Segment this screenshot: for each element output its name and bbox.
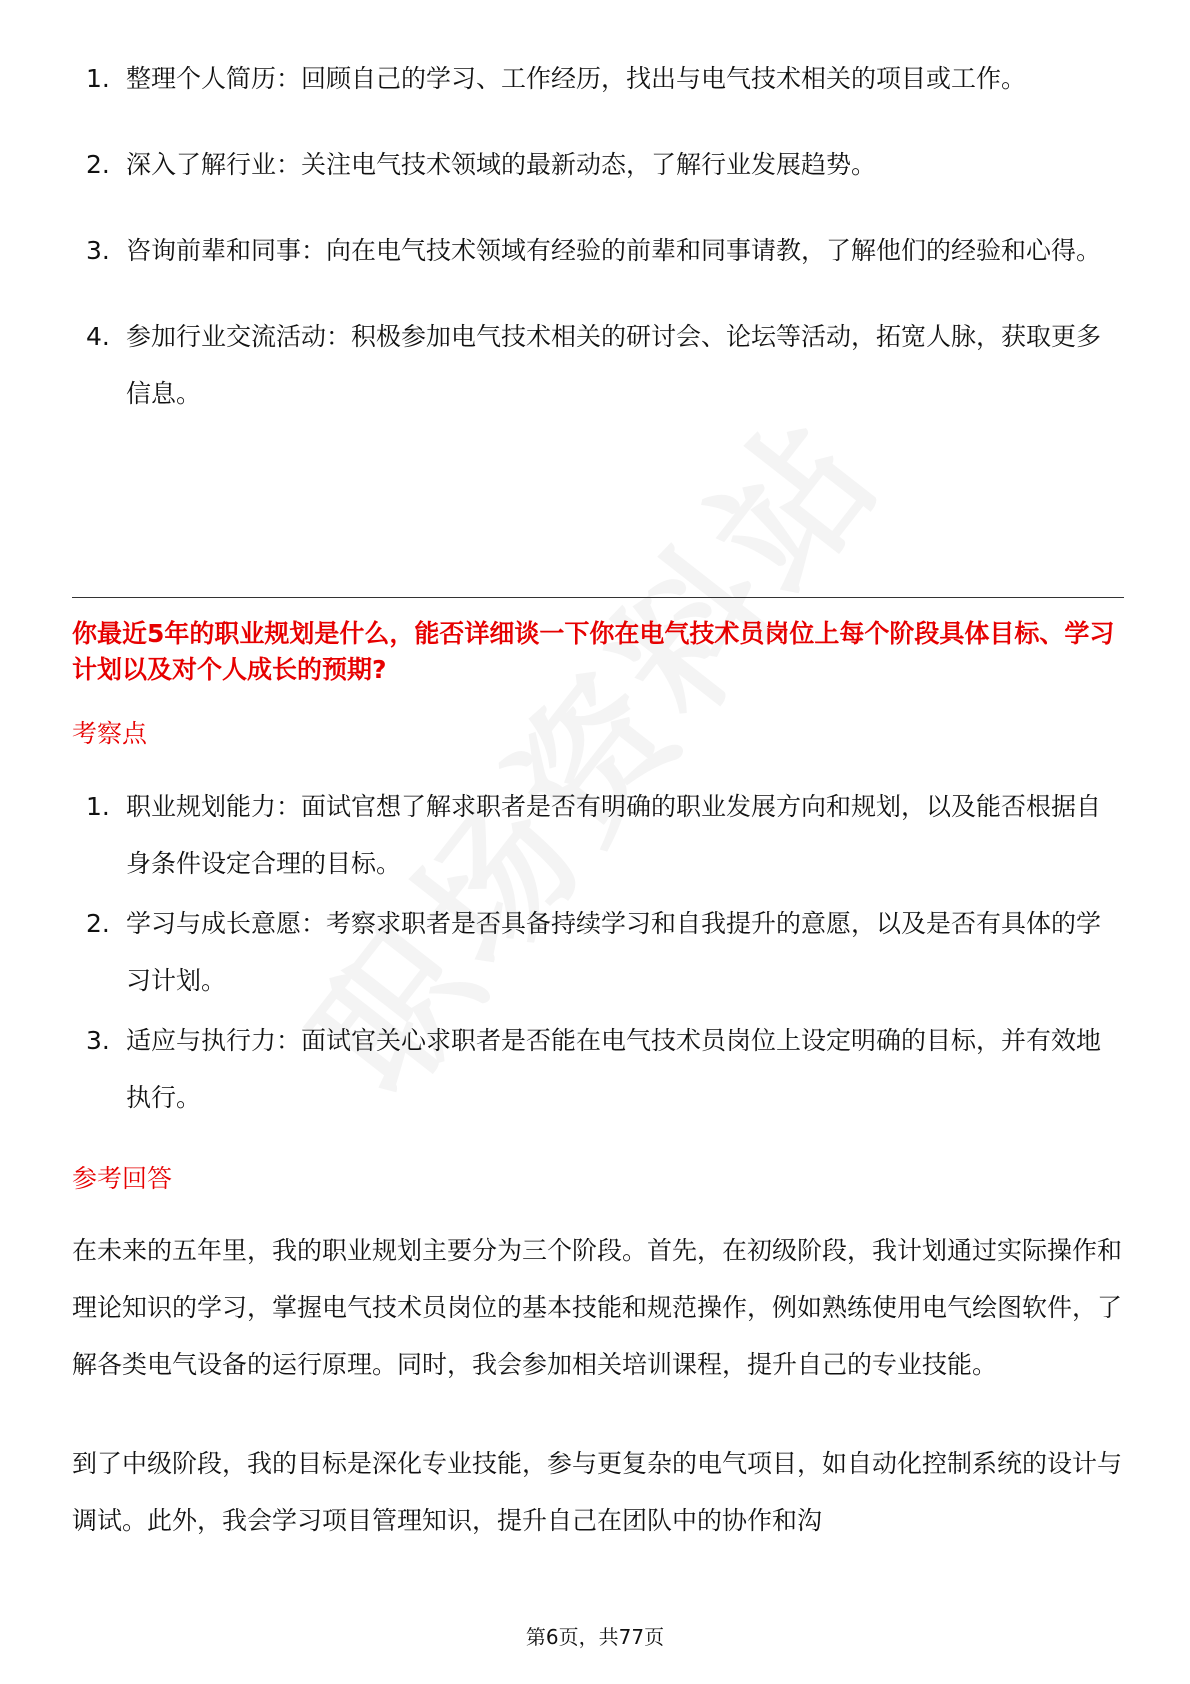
item-text: 整理个人简历：回顾自己的学习、工作经历，找出与电气技术相关的项目或工作。 <box>126 64 1027 93</box>
list-item <box>72 136 1122 193</box>
examine-heading: 考察点 <box>72 719 148 748</box>
item-text: 咨询前辈和同事：向在电气技术领域有经验的前辈和同事请教，了解他们的经验和心得。 <box>126 236 1102 265</box>
list-item <box>72 50 1122 107</box>
divider <box>72 597 1124 598</box>
page-number: 第6页，共77页 <box>525 1625 665 1649</box>
item-text: 参加行业交流活动：积极参加电气技术相关的研讨会、论坛等活动，拓宽人脉，获取更多信息。 <box>126 322 1102 408</box>
item-number: 4. <box>86 322 110 351</box>
item-text: 职业规划能力：面试官想了解求职者是否有明确的职业发展方向和规划，以及能否根据自身条件设定合理的目标。 <box>126 792 1102 878</box>
item-number: 1. <box>86 792 110 821</box>
answer-heading: 参考回答 <box>72 1164 173 1193</box>
list-item <box>72 222 1122 279</box>
answer-paragraph: 到了中级阶段，我的目标是深化专业技能，参与更复杂的电气项目，如自动化控制系统的设计与调试。此外，我会学习项目管理知识，提升自己在团队中的协作和沟 <box>72 1449 1123 1535</box>
prep-list <box>72 50 1122 451</box>
item-number: 2. <box>86 909 110 938</box>
list-item <box>72 895 1122 1009</box>
item-number: 3. <box>86 1026 110 1055</box>
list-item <box>72 1012 1122 1126</box>
item-text: 学习与成长意愿：考察求职者是否具备持续学习和自我提升的意愿，以及是否有具体的学习计划。 <box>126 909 1102 995</box>
item-text: 适应与执行力：面试官关心求职者是否能在电气技术员岗位上设定明确的目标，并有效地执行。 <box>126 1026 1102 1112</box>
answer-paragraph: 在未来的五年里，我的职业规划主要分为三个阶段。首先，在初级阶段，我计划通过实际操作和理论知识的学习，掌握电气技术员岗位的基本技能和规范操作，例如熟练使用电气绘图软件，了解各类电气设备的运行原理。同时，我会参加相关培训课程，提升自己的专业技能。 <box>72 1236 1123 1379</box>
examine-list <box>72 778 1122 1129</box>
interview-question: 你最近5年的职业规划是什么，能否详细谈一下你在电气技术员岗位上每个阶段具体目标、学习计划以及对个人成长的预期? <box>72 619 1115 684</box>
list-item <box>72 778 1122 892</box>
list-item <box>72 308 1122 422</box>
item-number: 2. <box>86 150 110 179</box>
item-number: 1. <box>86 64 110 93</box>
item-text: 深入了解行业：关注电气技术领域的最新动态，了解行业发展趋势。 <box>126 150 877 179</box>
item-number: 3. <box>86 236 110 265</box>
